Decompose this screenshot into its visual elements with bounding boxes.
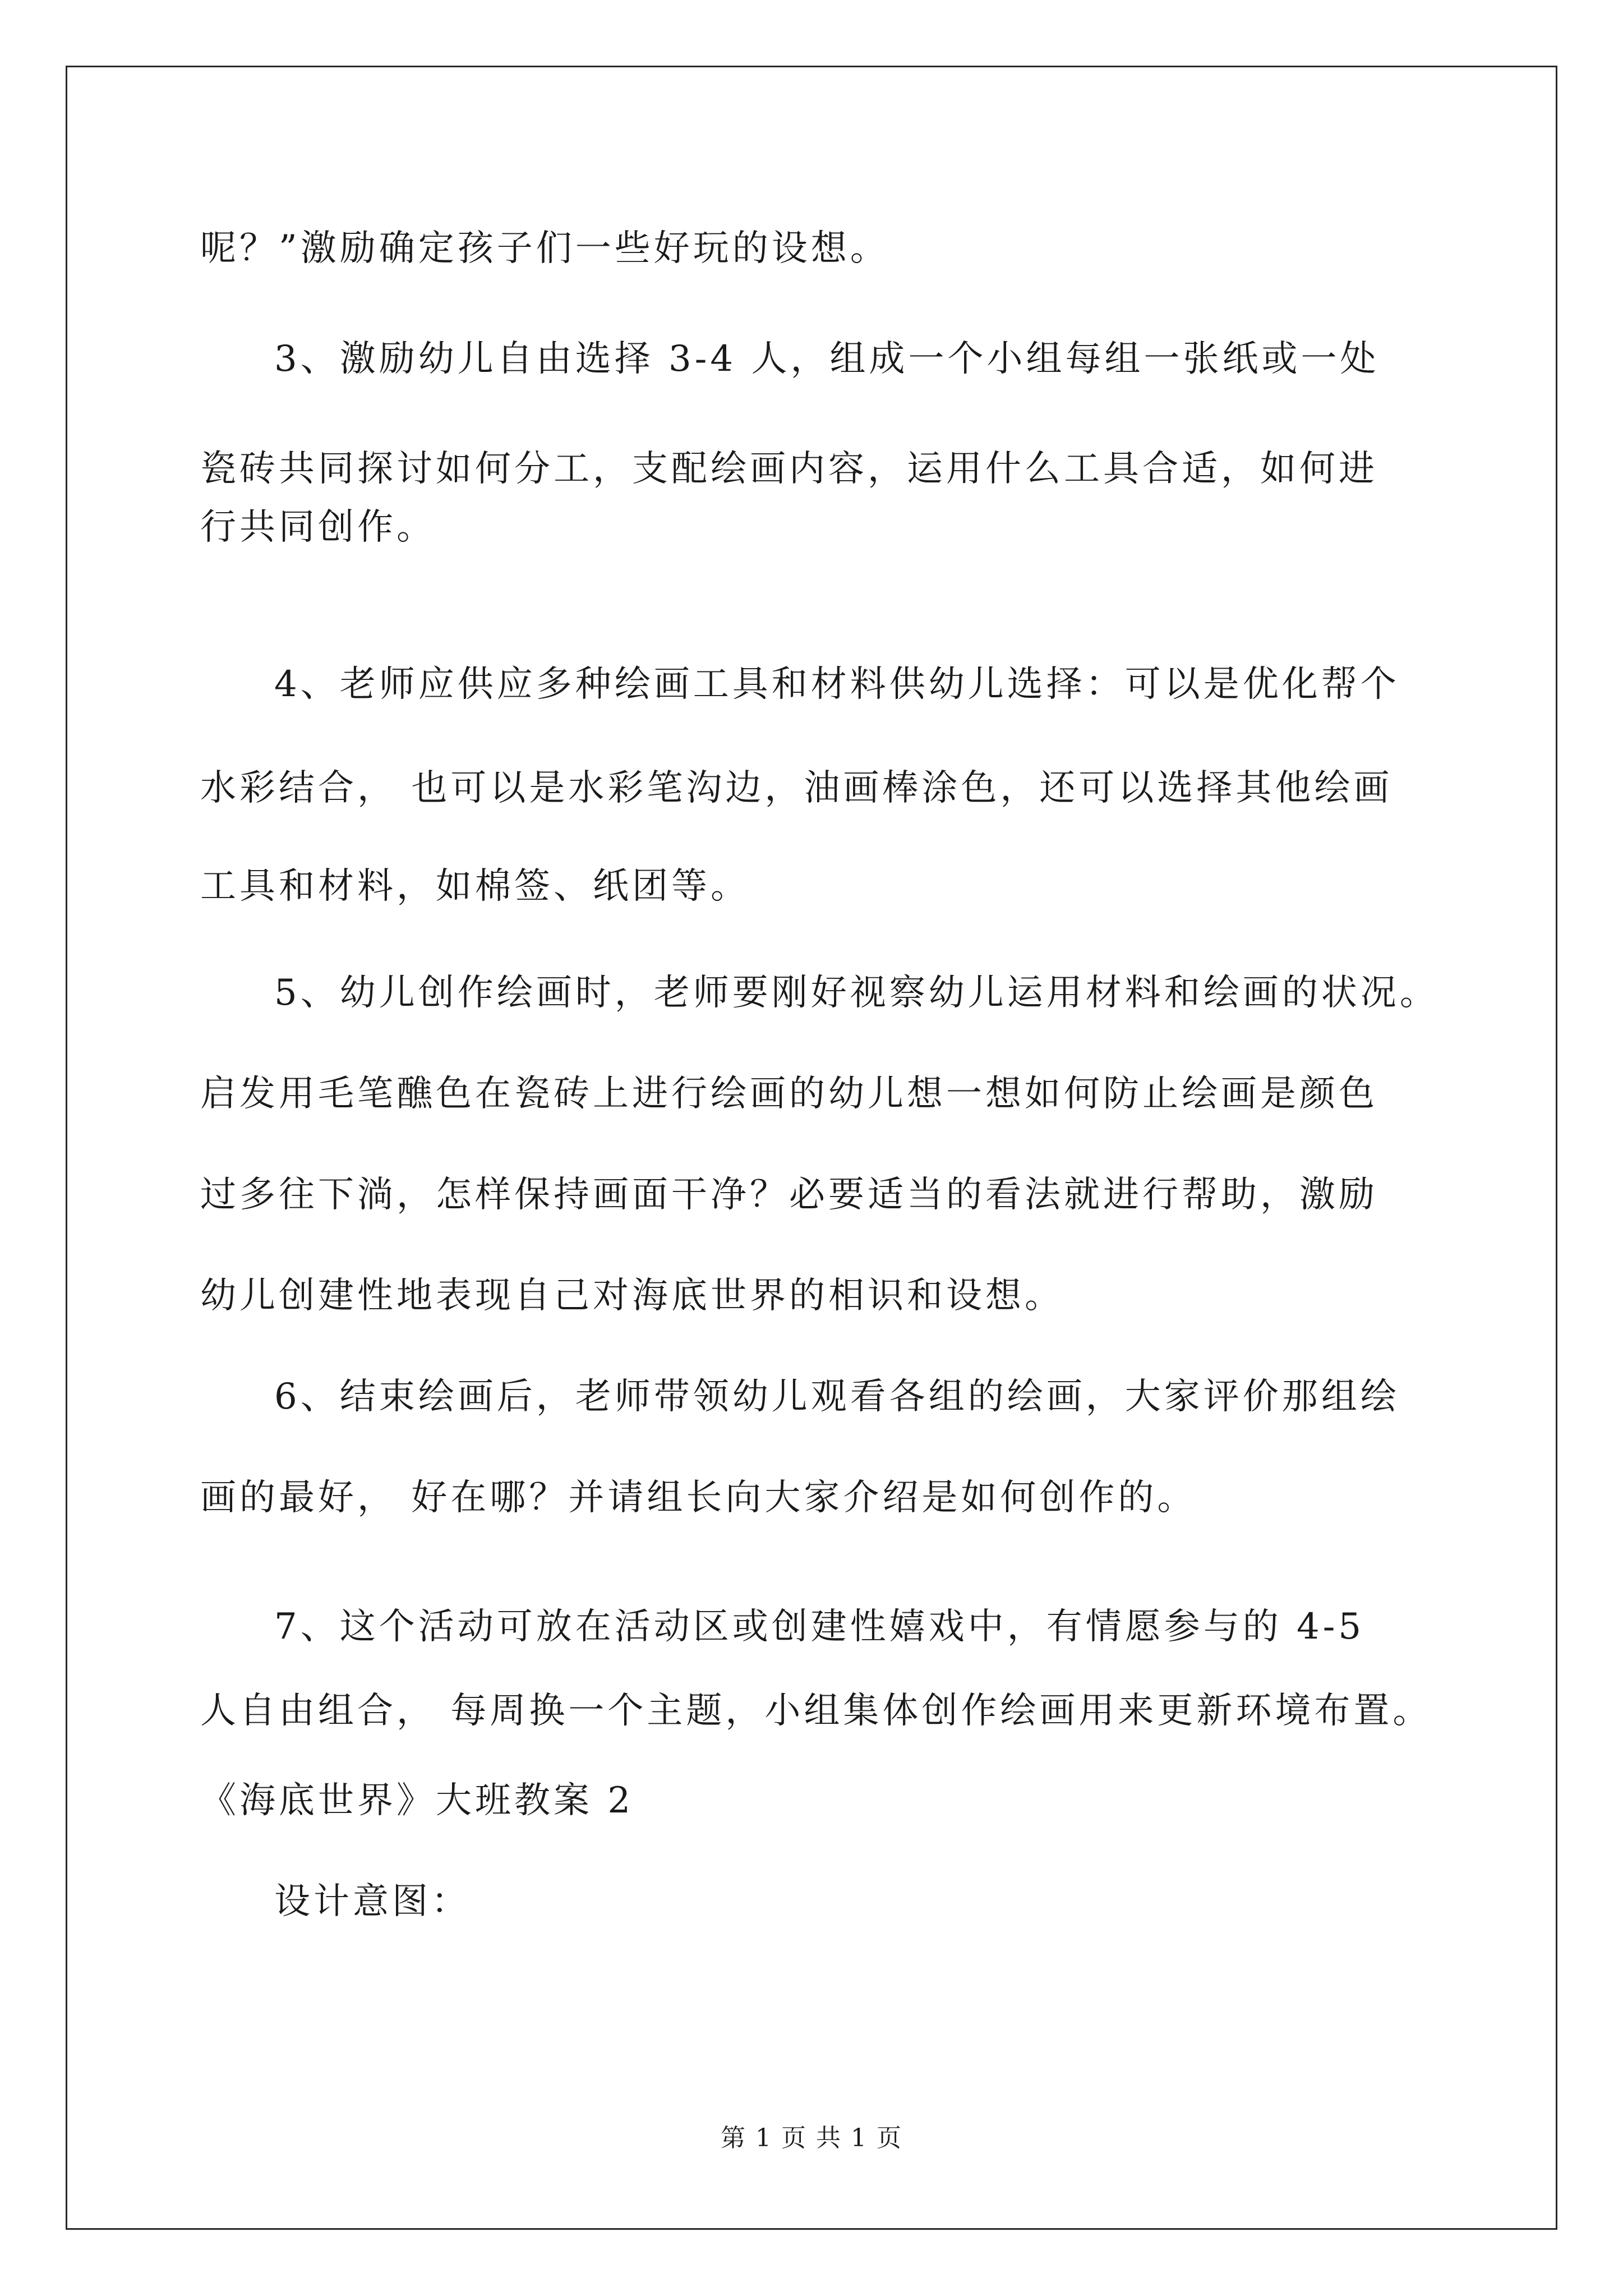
text-line-8: 5、幼儿创作绘画时，老师要刚好视察幼儿运用材料和绘画的状况。 [274, 972, 1439, 1014]
text-line-2: 3、激励幼儿自由选择 3-4 人，组成一个小组每组一张纸或一处 [274, 338, 1380, 380]
text-line-9: 启发用毛笔醮色在瓷砖上进行绘画的幼儿想一想如何防止绘画是颜色 [200, 1073, 1378, 1115]
text-line-4: 行共同创作。 [200, 507, 436, 548]
page-footer: 第 1 页 共 1 页 [721, 2124, 902, 2152]
text-line-10: 过多往下淌，怎样保持画面干净？必要适当的看法就进行帮助，激励 [200, 1174, 1378, 1216]
text-line-6: 水彩结合， 也可以是水彩笔沟边，油画棒涂色，还可以选择其他绘画 [200, 767, 1393, 809]
text-line-14: 7、这个活动可放在活动区或创建性嬉戏中，有情愿参与的 4-5 [274, 1606, 1365, 1648]
text-line-13: 画的最好， 好在哪？并请组长向大家介绍是如何创作的。 [200, 1477, 1197, 1519]
text-line-3: 瓷砖共同探讨如何分工，支配绘画内容，运用什么工具合适，如何进 [200, 448, 1378, 490]
text-line-15: 人自由组合， 每周换一个主题，小组集体创作绘画用来更新环境布置。 [200, 1690, 1432, 1732]
subheading-design-intent: 设计意图： [274, 1881, 471, 1922]
text-line-12: 6、结束绘画后，老师带领幼儿观看各组的绘画，大家评价那组绘 [274, 1376, 1400, 1418]
text-line-7: 工具和材料，如棉签、纸团等。 [200, 866, 750, 907]
text-line-1: 呢？”激励确定孩子们一些好玩的设想。 [200, 228, 889, 269]
text-line-5: 4、老师应供应多种绘画工具和材料供幼儿选择：可以是优化帮个 [274, 664, 1400, 705]
section-heading: 《海底世界》大班教案 2 [200, 1780, 634, 1821]
text-line-11: 幼儿创建性地表现自己对海底世界的相识和设想。 [200, 1275, 1064, 1317]
